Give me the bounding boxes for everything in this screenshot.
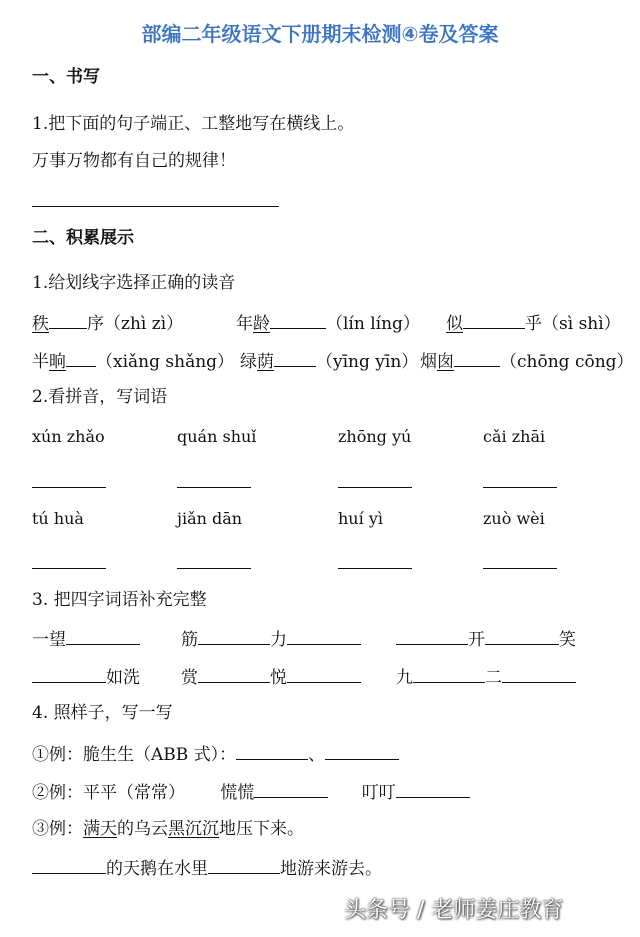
example-sentence-fill: 的天鹅在水里 地游来游去。 [32,859,382,878]
pron-item-si: 似 乎（sì shì） [446,314,621,334]
pinyin-label: zhōng yú [338,427,412,446]
copy-sentence: 万事万物都有自己的规律！ [32,151,236,171]
answer-line[interactable] [483,487,557,488]
answer-line[interactable] [32,206,279,207]
example-abb: ①例：脆生生（ABB 式）： 、 [32,745,399,764]
pron-item-zhi: 秩 序（zhì zì） [32,314,184,334]
answer-line[interactable] [177,487,251,488]
answer-line[interactable] [32,568,106,569]
example-instruction: 4. 照样子，写一写 [32,703,173,723]
idiom-item: 九 二 [396,668,576,687]
idiom-instruction: 3. 把四字词语补充完整 [32,590,207,610]
pron-item-yin: 绿荫 （yīng yīn） [240,352,419,372]
pinyin-instruction: 2.看拼音，写词语 [32,387,168,407]
idiom-item: 一望 [32,630,140,649]
section-1-heading: 一、书写 [32,67,100,87]
answer-line[interactable] [338,568,412,569]
pinyin-label: jiǎn dān [177,509,243,528]
answer-line[interactable] [177,568,251,569]
section-2-heading: 二、积累展示 [32,228,134,248]
answer-line[interactable] [483,568,557,569]
pinyin-label: quán shuǐ [177,427,257,446]
pronunciation-instruction: 1.给划线字选择正确的读音 [32,273,236,293]
pinyin-label: xún zhǎo [32,427,105,446]
example-aa: ②例：平平（常常） 慌慌 叮叮 [32,783,470,802]
idiom-item: 赏 悦 [181,668,361,687]
pron-item-shang: 半晌 （xiǎng shǎng） [32,352,235,372]
example-sentence: ③例：满天的乌云黑沉沉地压下来。 [32,819,304,839]
answer-line[interactable] [338,487,412,488]
pinyin-label: huí yì [338,509,383,528]
idiom-item: 如洗 [32,668,140,687]
pinyin-label: tú huà [32,509,84,528]
pinyin-label: zuò wèi [483,509,545,528]
q1-instruction: 1.把下面的句子端正、工整地写在横线上。 [32,114,355,134]
answer-line[interactable] [32,487,106,488]
idiom-item: 筋 力 [181,630,361,649]
page-title: 部编二年级语文下册期末检测④卷及答案 [141,22,499,46]
pron-item-ling: 年龄 （lín líng） [236,314,420,334]
idiom-item: 开 笑 [396,630,576,649]
watermark: 头条号 / 老师姜庄教育 [344,898,564,923]
pron-item-cong: 烟囱 （chōng cōng） [420,352,634,372]
pinyin-label: cǎi zhāi [483,427,546,446]
